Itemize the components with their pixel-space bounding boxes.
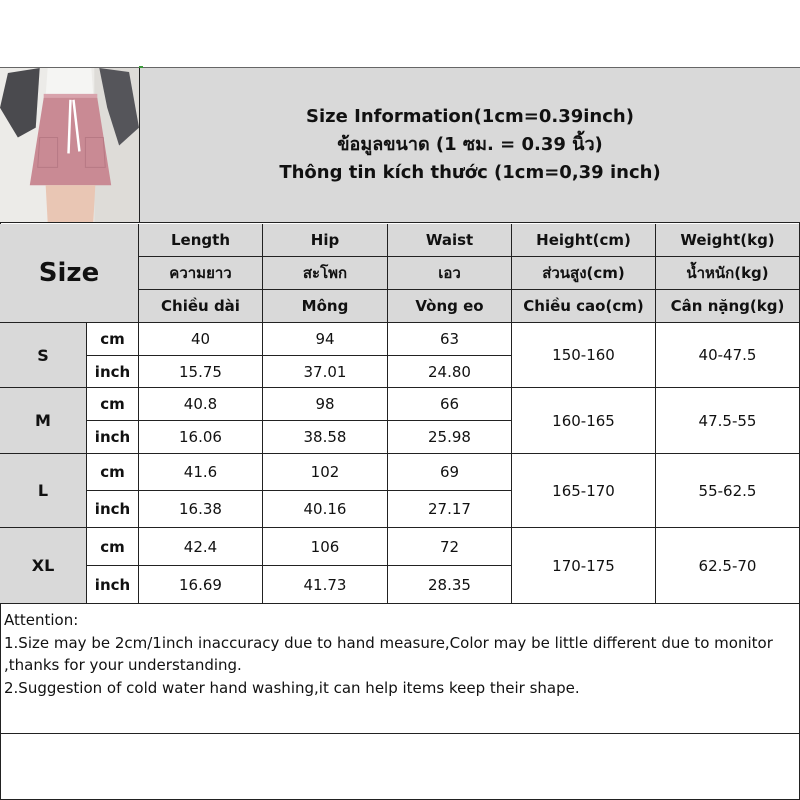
l-waist-inch: 27.17 [388, 491, 512, 528]
m-hip-cm: 98 [263, 388, 388, 421]
xl-hip-inch: 41.73 [263, 566, 388, 604]
unit-inch: inch [87, 566, 139, 604]
col-weight-vi: Cân nặng(kg) [656, 290, 800, 323]
unit-inch: inch [87, 356, 139, 388]
l-hip-inch: 40.16 [263, 491, 388, 528]
l-length-cm: 41.6 [139, 454, 263, 491]
unit-cm: cm [87, 388, 139, 421]
unit-inch: inch [87, 421, 139, 454]
title-thai: ข้อมูลขนาด (1 ซม. = 0.39 นิ้ว) [337, 134, 603, 155]
xl-hip-cm: 106 [263, 528, 388, 566]
attention-line-1: 1.Size may be 2cm/1inch inaccuracy due to hand measure,Color may be little different due to monitor ,thanks for your understanding. [4, 633, 778, 674]
unit-cm: cm [87, 323, 139, 356]
s-length-cm: 40 [139, 323, 263, 356]
xl-waist-inch: 28.35 [388, 566, 512, 604]
col-length-vi: Chiều dài [139, 290, 263, 323]
size-header: Size [0, 224, 139, 323]
col-hip-en: Hip [263, 224, 388, 257]
m-length-cm: 40.8 [139, 388, 263, 421]
m-height: 160-165 [512, 388, 656, 454]
attention-notes [0, 604, 800, 734]
col-length-th: ความยาว [139, 257, 263, 290]
size-label-m: M [0, 388, 87, 454]
unit-inch: inch [87, 491, 139, 528]
s-length-inch: 15.75 [139, 356, 263, 388]
l-length-inch: 16.38 [139, 491, 263, 528]
title-english: Size Information(1cm=0.39inch) [306, 106, 634, 127]
xl-length-cm: 42.4 [139, 528, 263, 566]
col-hip-vi: Mông [263, 290, 388, 323]
col-height-vi: Chiều cao(cm) [512, 290, 656, 323]
col-waist-en: Waist [388, 224, 512, 257]
xl-weight: 62.5-70 [656, 528, 800, 604]
l-hip-cm: 102 [263, 454, 388, 491]
m-length-inch: 16.06 [139, 421, 263, 454]
col-weight-en: Weight(kg) [656, 224, 800, 257]
col-hip-th: สะโพก [263, 257, 388, 290]
col-height-th: ส่วนสูง(cm) [512, 257, 656, 290]
m-waist-inch: 25.98 [388, 421, 512, 454]
title-block [140, 68, 800, 223]
s-waist-cm: 63 [388, 323, 512, 356]
xl-height: 170-175 [512, 528, 656, 604]
col-height-en: Height(cm) [512, 224, 656, 257]
l-weight: 55-62.5 [656, 454, 800, 528]
size-label-l: L [0, 454, 87, 528]
size-label-xl: XL [0, 528, 87, 604]
l-waist-cm: 69 [388, 454, 512, 491]
title-vietnamese: Thông tin kích thước (1cm=0,39 inch) [279, 162, 661, 183]
attention-line-2: 2.Suggestion of cold water hand washing,it can help items keep their shape. [4, 678, 580, 697]
l-height: 165-170 [512, 454, 656, 528]
s-waist-inch: 24.80 [388, 356, 512, 388]
attention-heading: Attention: [4, 611, 79, 629]
size-label-s: S [0, 323, 87, 388]
m-weight: 47.5-55 [656, 388, 800, 454]
pink-skirt-icon [0, 68, 139, 222]
xl-waist-cm: 72 [388, 528, 512, 566]
m-waist-cm: 66 [388, 388, 512, 421]
col-waist-th: เอว [388, 257, 512, 290]
col-waist-vi: Vòng eo [388, 290, 512, 323]
s-weight: 40-47.5 [656, 323, 800, 388]
s-hip-cm: 94 [263, 323, 388, 356]
s-height: 150-160 [512, 323, 656, 388]
s-hip-inch: 37.01 [263, 356, 388, 388]
col-length-en: Length [139, 224, 263, 257]
m-hip-inch: 38.58 [263, 421, 388, 454]
product-photo [0, 68, 140, 223]
unit-cm: cm [87, 528, 139, 566]
xl-length-inch: 16.69 [139, 566, 263, 604]
unit-cm: cm [87, 454, 139, 491]
col-weight-th: น้ำหนัก(kg) [656, 257, 800, 290]
